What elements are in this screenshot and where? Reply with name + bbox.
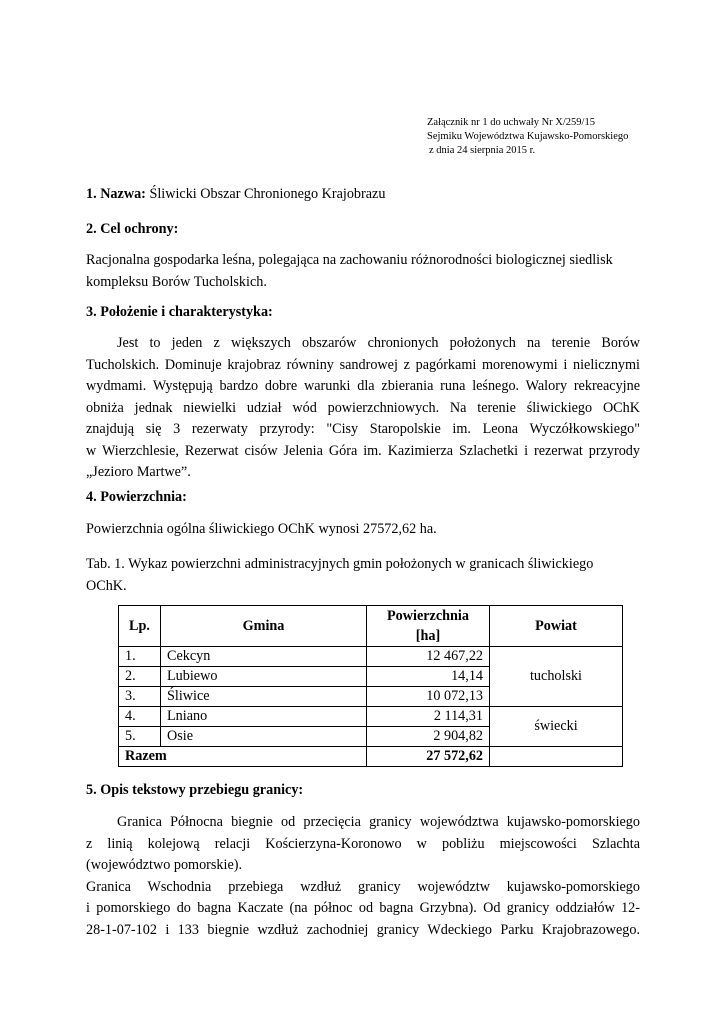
section-5-text: Granica Północna biegnie od przecięcia granicy województwa kujawsko-pomorskiego z linią kolejową relacji Kościerzyna-Koronowo w pobliżu miejscowości Szlachta (województwo pomorskie). Granica Wschodnia przebiega wzdłuż granicy województw kujawsko-pomorskiego i pomorskiego do bagna Kaczate (na północ od bagna Grzybna). Od granicy oddziałów 12- 28-1-07-102 i 133 biegnie wzdłuż zachodniej granicy Wdeckiego Parku Krajobrazowego.	[86, 814, 640, 938]
header-line-3: z dnia 24 sierpnia 2015 r.	[429, 145, 536, 156]
area-table	[118, 605, 623, 767]
header-gmina: Gmina	[161, 606, 367, 647]
document-header	[427, 116, 628, 158]
table-row: 4. Lniano 2 114,31 świecki	[119, 707, 623, 727]
section-1-name	[86, 184, 640, 206]
section-4-text: Powierzchnia ogólna śliwickiego OChK wynosi 27572,62 ha.	[86, 521, 437, 537]
table-row: 5. Osie 2 904,82	[119, 727, 623, 747]
table-row: 1. Cekcyn 12 467,22 tucholski	[119, 647, 623, 667]
total-value: 27 572,62	[367, 747, 490, 767]
table-caption: Tab. 1. Wykaz powierzchni administracyjnych gmin położonych w granicach śliwickiego OChK.	[86, 556, 594, 594]
powiat-tucholski: tucholski	[490, 647, 623, 707]
table-row: 2. Lubiewo 14,14	[119, 667, 623, 687]
section-4-heading: 4. Powierzchnia:	[86, 489, 187, 505]
section-1-label: 1. Nazwa:	[86, 186, 146, 202]
header-line-2: Sejmiku Województwa Kujawsko-Pomorskiego	[427, 131, 629, 142]
header-powierzchnia: Powierzchnia [ha]	[367, 606, 490, 647]
section-3-text: Jest to jeden z większych obszarów chronionych położonych na terenie Borów Tucholskich. Dominuje krajobraz równiny sandrowej z pagórkami morenowymi i nielicznymi wydmami. Występują bardzo dobre warunki dla zbierania runa leśnego. Walory rekreacyjne obniża jednak niewielki udział wód powierzchniowych. Na terenie śliwickiego OChK znajdują się 3 rezerwaty przyrody: "Cisy Staropolskie im. Leona Wyczółkowskiego" w Wierzchlesie, Rezerwat cisów Jelenia Góra im. Kazimierza Szlachetki i rezerwat przyrody „Jezioro Martwe”.	[86, 335, 640, 480]
powiat-swiecki: świecki	[490, 707, 623, 747]
table-total-row	[119, 747, 623, 767]
table-row: 3. Śliwice 10 072,13	[119, 687, 623, 707]
header-powiat: Powiat	[490, 606, 623, 647]
total-label: Razem	[119, 747, 367, 767]
section-2-text: Racjonalna gospodarka leśna, polegająca na zachowaniu różnorodności biologicznej siedlisk kompleksu Borów Tucholskich.	[86, 252, 613, 290]
header-line-1: Załącznik nr 1 do uchwały Nr X/259/15	[427, 117, 595, 128]
section-5-heading: 5. Opis tekstowy przebiegu granicy:	[86, 782, 304, 798]
section-3-heading: 3. Położenie i charakterystyka:	[86, 304, 273, 320]
section-2-heading: 2. Cel ochrony:	[86, 221, 179, 237]
section-1-value: Śliwicki Obszar Chronionego Krajobrazu	[149, 186, 386, 202]
header-lp: Lp.	[119, 606, 161, 647]
table-header-row	[119, 606, 623, 647]
